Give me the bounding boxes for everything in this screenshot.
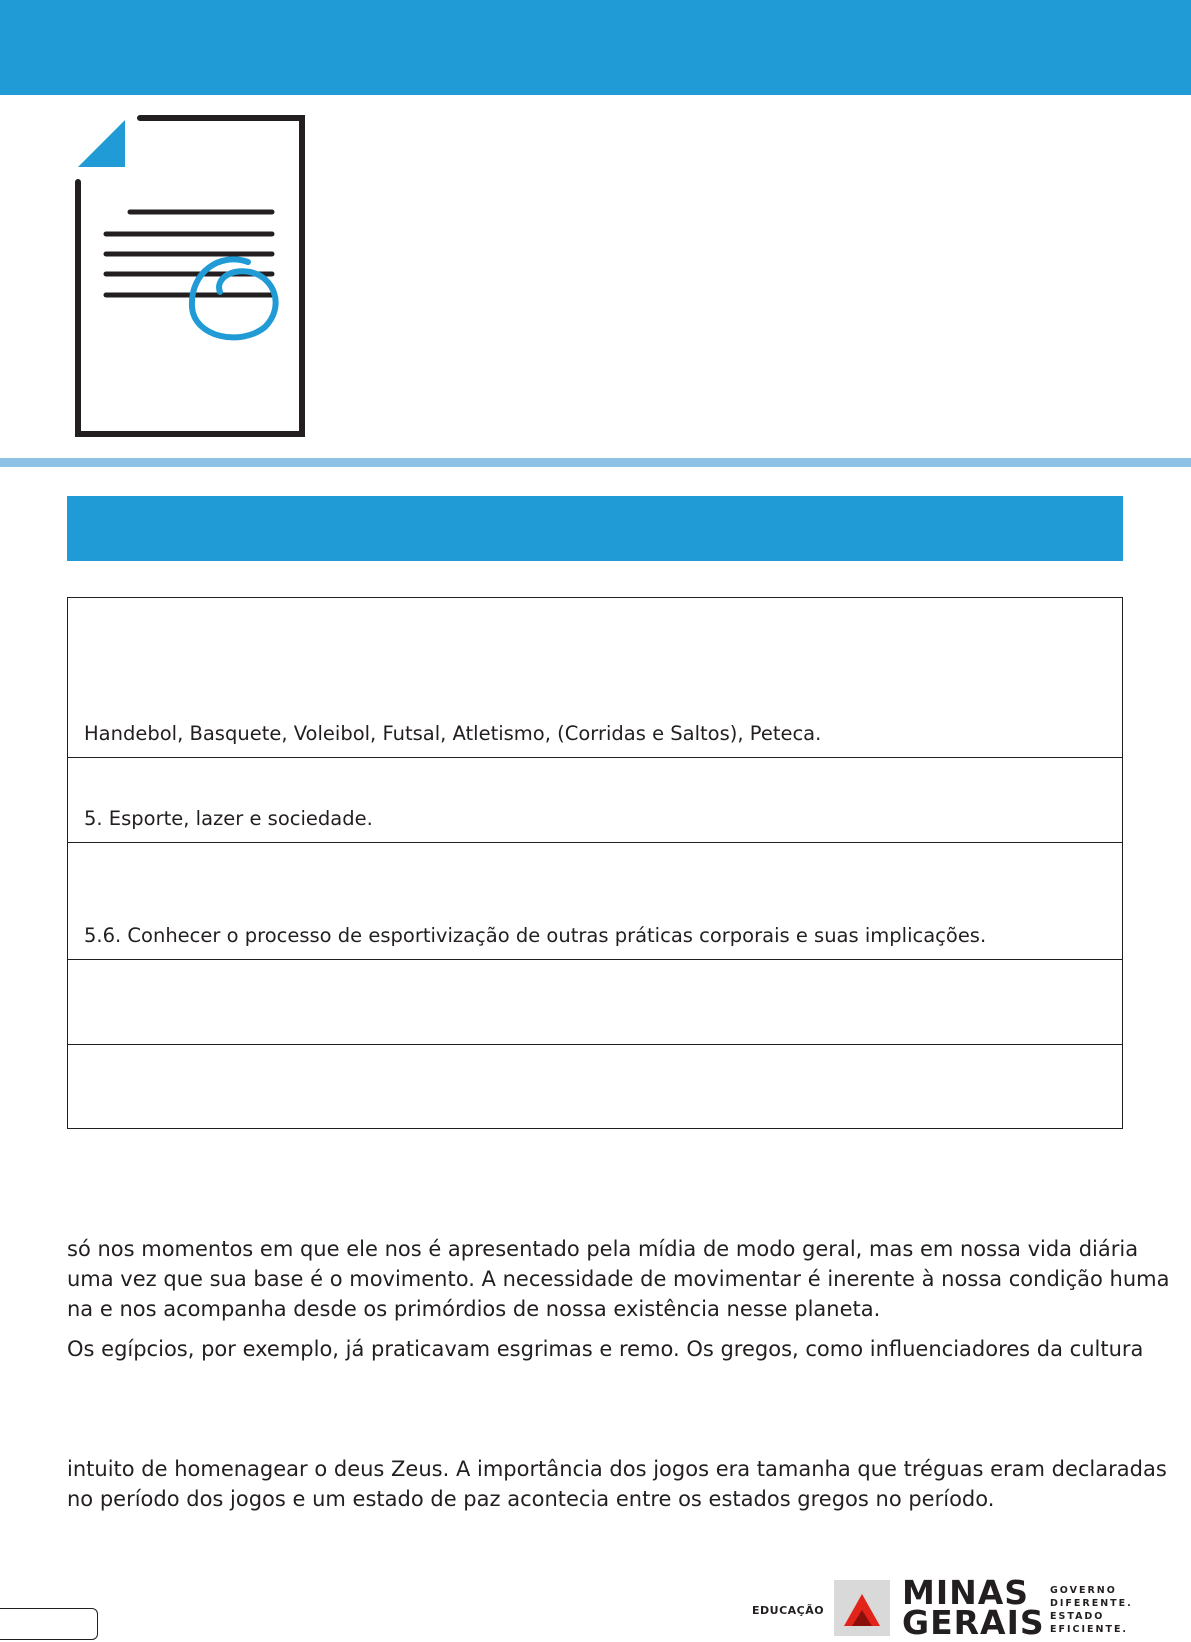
body-paragraph-line: Os egípcios, por exemplo, já praticavam esgrimas e remo. Os gregos, como influenciadores da cultura — [67, 1337, 1144, 1361]
tagline-line: EFICIENTE. — [1050, 1624, 1129, 1635]
body-paragraph-line: uma vez que sua base é o movimento. A necessidade de movimentar é inerente à nossa condição huma — [67, 1267, 1170, 1291]
logo-name — [902, 1573, 1045, 1642]
logo-tagline — [1050, 1584, 1133, 1636]
header-bar — [0, 0, 1191, 95]
table-row — [68, 843, 1122, 960]
tagline-line: ESTADO — [1050, 1611, 1105, 1622]
minas-gerais-logo-mark — [834, 1580, 890, 1636]
tagline-line: DIFERENTE. — [1050, 1598, 1133, 1609]
education-label: EDUCAÇÃO — [752, 1604, 825, 1617]
logo-name-line2: GERAIS — [902, 1603, 1045, 1642]
section-divider — [0, 458, 1191, 467]
table-row-text: Handebol, Basquete, Voleibol, Futsal, Atletismo, (Corridas e Saltos), Peteca. — [84, 722, 822, 745]
table-row — [68, 758, 1122, 843]
body-paragraph-line: intuito de homenagear o deus Zeus. A importância dos jogos era tamanha que tréguas eram declaradas — [67, 1457, 1167, 1481]
tagline-line: GOVERNO — [1050, 1585, 1117, 1596]
table-row — [68, 598, 1122, 758]
section-banner — [67, 496, 1123, 561]
body-paragraph-line: no período dos jogos e um estado de paz acontecia entre os estados gregos no período. — [67, 1487, 995, 1511]
footer-logo — [752, 1573, 1142, 1642]
document-icon — [70, 112, 310, 442]
table-row-text: 5. Esporte, lazer e sociedade. — [84, 807, 373, 830]
logo-name-line1: MINAS — [902, 1573, 1030, 1612]
body-paragraph-line: na e nos acompanha desde os primórdios de nossa existência nesse planeta. — [67, 1297, 881, 1321]
table-row — [68, 960, 1122, 1045]
page-number-tab — [0, 1608, 98, 1640]
table-row-text: 5.6. Conhecer o processo de esportivização de outras práticas corporais e suas implicações. — [84, 924, 987, 947]
table-row — [68, 1045, 1122, 1128]
body-paragraph-line: só nos momentos em que ele nos é apresentado pela mídia de modo geral, mas em nossa vida diária — [67, 1237, 1139, 1261]
info-table — [67, 597, 1123, 1129]
